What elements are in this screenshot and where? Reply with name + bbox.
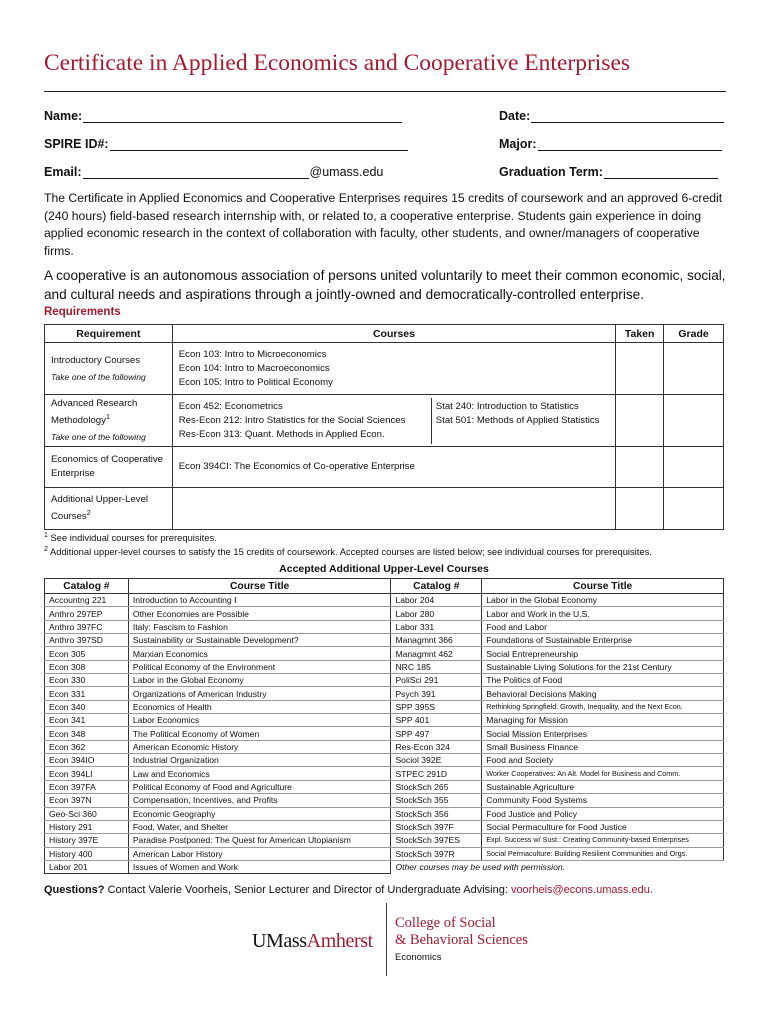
requirement-column-header: Requirement xyxy=(45,325,173,343)
footnote-marker: 1 xyxy=(105,414,110,421)
course-title: Community Food Systems xyxy=(482,794,724,807)
logo-umass-text: UMass xyxy=(252,930,307,952)
requirements-heading: Requirements xyxy=(44,306,121,318)
requirement-row xyxy=(45,488,724,530)
courses-cell[interactable] xyxy=(172,488,615,530)
accepted-courses-body xyxy=(45,594,724,874)
grade-cell[interactable] xyxy=(664,488,724,530)
catalog-number: History 400 xyxy=(45,847,129,860)
catalog-number: Labor 280 xyxy=(391,607,482,620)
catalog-number: Labor 331 xyxy=(391,620,482,633)
catalog-number: StockSch 355 xyxy=(391,794,482,807)
course-title: Sustainable Living Solutions for the 21st Century xyxy=(482,660,724,673)
course-title: Marxian Economics xyxy=(128,647,391,660)
accepted-courses-table xyxy=(44,578,724,874)
logo-amherst-text: Amherst xyxy=(306,930,373,952)
catalog-column-header: Catalog # xyxy=(45,579,129,594)
catalog-number: History 291 xyxy=(45,820,129,833)
requirement-row xyxy=(45,343,724,395)
catalog-number: NRC 185 xyxy=(391,660,482,673)
course-title: Food Justice and Policy xyxy=(482,807,724,820)
footnote-marker: 2 xyxy=(86,510,91,518)
course-option: Econ 452: Econometrics xyxy=(178,400,283,412)
course-title: Managing for Mission xyxy=(482,714,724,727)
course-option: Stat 240: Introduction to Statistics xyxy=(435,400,579,412)
course-title: Labor in the Global Economy xyxy=(482,594,724,607)
footnote-1 xyxy=(44,532,217,543)
course-title: Labor in the Global Economy xyxy=(128,674,391,687)
course-title: Social Permaculture: Building Resilient Communities and Orgs. xyxy=(482,847,724,860)
email-input-line[interactable] xyxy=(83,165,309,179)
taken-cell[interactable] xyxy=(616,395,664,447)
catalog-number: STPEC 291D xyxy=(391,767,482,780)
catalog-number: Geo-Sci 360 xyxy=(45,807,129,820)
course-title: Expl. Success w/ Sust.: Creating Community-based Enterprises xyxy=(482,834,724,847)
table-row xyxy=(45,660,724,673)
date-field xyxy=(499,109,724,123)
course-title: The Political Economy of Women xyxy=(128,727,391,740)
course-title: Economics of Health xyxy=(128,700,391,713)
title-column-header: Course Title xyxy=(128,579,391,594)
table-row xyxy=(45,674,724,687)
course-title: Compensation, Incentives, and Profits xyxy=(128,794,391,807)
email-suffix: @umass.edu xyxy=(309,165,384,179)
course-title: The Politics of Food xyxy=(482,674,724,687)
catalog-number: StockSch 397ES xyxy=(391,834,482,847)
requirement-label: Advanced Research Methodology xyxy=(51,398,138,427)
table-row xyxy=(45,634,724,647)
questions-label: Questions? xyxy=(44,884,105,896)
course-title: Social Entrepreneurship xyxy=(482,647,724,660)
courses-cell xyxy=(172,447,615,488)
department-name: Economics xyxy=(395,952,442,963)
course-title: Labor and Work in the U.S. xyxy=(482,607,724,620)
catalog-number: StockSch 397F xyxy=(391,820,482,833)
table-row xyxy=(45,647,724,660)
course-title: Social Permaculture for Food Justice xyxy=(482,820,724,833)
catalog-number: Labor 201 xyxy=(45,860,129,873)
course-title: Economic Geography xyxy=(128,807,391,820)
catalog-number: Anthro 397SD xyxy=(45,634,129,647)
requirement-cell xyxy=(45,343,173,395)
footnote-number: 1 xyxy=(44,532,48,539)
table-row xyxy=(45,794,724,807)
major-field xyxy=(499,137,722,151)
other-courses-note: Other courses may be used with permission. xyxy=(391,860,724,873)
grade-column-header: Grade xyxy=(664,325,724,343)
table-row xyxy=(45,860,724,873)
course-title: Industrial Organization xyxy=(128,754,391,767)
course-title: Labor Economics xyxy=(128,714,391,727)
catalog-number: StockSch 356 xyxy=(391,807,482,820)
footnote-number: 2 xyxy=(44,546,48,553)
email-label: Email: xyxy=(44,165,82,179)
graduation-term-input-line[interactable] xyxy=(604,165,718,179)
taken-cell[interactable] xyxy=(616,447,664,488)
catalog-number: Econ 305 xyxy=(45,647,129,660)
umass-amherst-logo xyxy=(252,930,373,953)
major-input-line[interactable] xyxy=(538,137,722,151)
table-row xyxy=(45,687,724,700)
catalog-number: Econ 362 xyxy=(45,740,129,753)
table-row xyxy=(45,727,724,740)
title-divider xyxy=(44,91,726,92)
catalog-number: Managmnt 366 xyxy=(391,634,482,647)
course-option: Econ 104: Intro to Macroeconomics xyxy=(178,362,330,374)
page-title: Certificate in Applied Economics and Cooperative Enterprises xyxy=(44,50,631,76)
catalog-number: Econ 330 xyxy=(45,674,129,687)
table-row xyxy=(45,620,724,633)
course-title: Rethinking Springfield: Growth, Inequality, and the Next Econ. xyxy=(482,700,724,713)
requirement-cell xyxy=(45,395,173,447)
catalog-number: Res-Econ 324 xyxy=(391,740,482,753)
course-title: Sustainability or Sustainable Development? xyxy=(128,634,391,647)
catalog-number: Accountng 221 xyxy=(45,594,129,607)
course-title: Social Mission Enterprises xyxy=(482,727,724,740)
catalog-number: StockSch 265 xyxy=(391,780,482,793)
course-title: Italy: Fascism to Fashion xyxy=(128,620,391,633)
footnote-2 xyxy=(44,546,652,557)
catalog-number: Econ 397FA xyxy=(45,780,129,793)
course-title: Political Economy of the Environment xyxy=(128,660,391,673)
catalog-number: Sociol 392E xyxy=(391,754,482,767)
requirement-label: Economics of Cooperative Enterprise xyxy=(51,454,163,480)
course-title: Political Economy of Food and Agriculture xyxy=(128,780,391,793)
catalog-number: History 397E xyxy=(45,834,129,847)
footnote-text: Additional upper-level courses to satisfy the 15 credits of coursework. Accepted courses are listed below; see individual courses for prerequisites. xyxy=(50,546,652,558)
name-label: Name: xyxy=(44,109,83,123)
table-row xyxy=(45,820,724,833)
graduation-term-field xyxy=(499,165,718,179)
table-row xyxy=(45,780,724,793)
spire-id-label: SPIRE ID#: xyxy=(44,137,109,151)
course-title: Worker Cooperatives: An Alt. Model for Business and Comm. xyxy=(482,767,724,780)
name-input-line[interactable] xyxy=(83,109,402,123)
email-field xyxy=(44,165,383,179)
table-row xyxy=(45,767,724,780)
course-title: Food and Labor xyxy=(482,620,724,633)
courses-cell xyxy=(172,395,615,447)
table-row xyxy=(45,594,724,607)
intro-paragraph: The Certificate in Applied Economics and Cooperative Enterprises requires 15 credits of coursework and an approved 6-credit (240 hours) field-based research internship with, or related to, a cooperative enterprise. Students gain experience in doing applied economic research in the context of collaboration with faculty, other students, and owner/managers of cooperative firms. xyxy=(44,191,723,258)
catalog-number: Econ 341 xyxy=(45,714,129,727)
taken-cell[interactable] xyxy=(616,488,664,530)
course-title: Paradise Postponed: The Quest for American Utopianism xyxy=(128,834,391,847)
grade-cell[interactable] xyxy=(664,447,724,488)
courses-cell xyxy=(172,343,615,395)
course-option: Res-Econ 212: Intro Statistics for the Social Sciences xyxy=(178,414,406,426)
catalog-number: Econ 394LI xyxy=(45,767,129,780)
course-option: Econ 394CI: The Economics of Co-operative Enterprise xyxy=(178,461,415,473)
catalog-number: Psych 391 xyxy=(391,687,482,700)
title-column-header: Course Title xyxy=(482,579,724,594)
catalog-number: SPP 497 xyxy=(391,727,482,740)
table-row xyxy=(45,714,724,727)
questions-line xyxy=(44,884,653,896)
catalog-number: Econ 397N xyxy=(45,794,129,807)
date-label: Date: xyxy=(499,109,531,123)
requirement-note: Take one of the following xyxy=(51,432,146,443)
questions-text: Contact Valerie Voorheis, Senior Lecturer and Director of Undergraduate Advising: xyxy=(104,884,511,896)
graduation-term-label: Graduation Term: xyxy=(499,165,603,179)
grade-cell[interactable] xyxy=(664,343,724,395)
requirement-label: Additional Upper-Level Courses xyxy=(51,494,149,523)
catalog-number: Managmnt 462 xyxy=(391,647,482,660)
requirements-table xyxy=(44,324,724,530)
course-title: Organizations of American Industry xyxy=(128,687,391,700)
spire-id-input-line[interactable] xyxy=(110,137,408,151)
requirement-row xyxy=(45,447,724,488)
requirement-label: Introductory Courses xyxy=(51,354,141,366)
accepted-courses-heading: Accepted Additional Upper-Level Courses xyxy=(279,563,489,575)
grade-cell[interactable] xyxy=(664,395,724,447)
requirement-note: Take one of the following xyxy=(51,371,146,382)
course-title: Sustainable Agriculture xyxy=(482,780,724,793)
name-field xyxy=(44,109,402,123)
course-option: Stat 501: Methods of Applied Statistics xyxy=(435,414,600,426)
requirement-row xyxy=(45,395,724,447)
spire-id-field xyxy=(44,137,408,151)
requirement-cell xyxy=(45,488,173,530)
catalog-number: StockSch 397R xyxy=(391,847,482,860)
cooperative-definition: A cooperative is an autonomous association of persons united voluntarily to meet their common economic, social, and cultural needs and aspirations through a jointly-owned and democratically-controlled enterprise. xyxy=(44,268,726,302)
catalog-number: Econ 331 xyxy=(45,687,129,700)
date-input-line[interactable] xyxy=(531,109,724,123)
major-label: Major: xyxy=(499,137,537,151)
table-row xyxy=(45,847,724,860)
accepted-header-row xyxy=(45,579,724,594)
table-row xyxy=(45,754,724,767)
course-title: Foundations of Sustainable Enterprise xyxy=(482,634,724,647)
taken-cell[interactable] xyxy=(616,343,664,395)
course-title: Small Business Finance xyxy=(482,740,724,753)
course-title: Issues of Women and Work xyxy=(128,860,391,873)
requirements-header-row xyxy=(45,325,724,343)
course-title: American Labor History xyxy=(128,847,391,860)
table-row xyxy=(45,700,724,713)
table-row xyxy=(45,740,724,753)
course-title: Law and Economics xyxy=(128,767,391,780)
course-title: Other Economies are Possible xyxy=(128,607,391,620)
course-title: American Economic History xyxy=(128,740,391,753)
logo-divider xyxy=(386,903,387,976)
catalog-number: PoliSci 291 xyxy=(391,674,482,687)
catalog-number: Labor 204 xyxy=(391,594,482,607)
taken-column-header: Taken xyxy=(616,325,664,343)
course-option: Econ 103: Intro to Microeconomics xyxy=(178,348,327,360)
catalog-number: Anthro 397FC xyxy=(45,620,129,633)
catalog-number: Anthro 297EP xyxy=(45,607,129,620)
advisor-email-link[interactable]: voorheis@econs.umass.edu. xyxy=(510,884,653,896)
course-option: Econ 105: Intro to Political Economy xyxy=(178,376,333,388)
catalog-number: Econ 394IO xyxy=(45,754,129,767)
table-row xyxy=(45,607,724,620)
catalog-number: Econ 340 xyxy=(45,700,129,713)
catalog-number: Econ 348 xyxy=(45,727,129,740)
table-row xyxy=(45,834,724,847)
course-title: Food, Water, and Shelter xyxy=(128,820,391,833)
course-title: Behavioral Decisions Making xyxy=(482,687,724,700)
catalog-number: SPP 395S xyxy=(391,700,482,713)
college-name-line2: & Behavioral Sciences xyxy=(395,932,528,948)
footnote-text: See individual courses for prerequisites. xyxy=(50,532,217,544)
table-row xyxy=(45,807,724,820)
course-title: Food and Society xyxy=(482,754,724,767)
catalog-number: Econ 308 xyxy=(45,660,129,673)
course-option: Res-Econ 313: Quant. Methods in Applied Econ. xyxy=(178,428,385,440)
courses-column-header: Courses xyxy=(172,325,615,343)
course-title: Introduction to Accounting I xyxy=(128,594,391,607)
catalog-column-header: Catalog # xyxy=(391,579,482,594)
college-name-line1: College of Social xyxy=(395,915,496,931)
catalog-number: SPP 401 xyxy=(391,714,482,727)
requirement-cell xyxy=(45,447,173,488)
